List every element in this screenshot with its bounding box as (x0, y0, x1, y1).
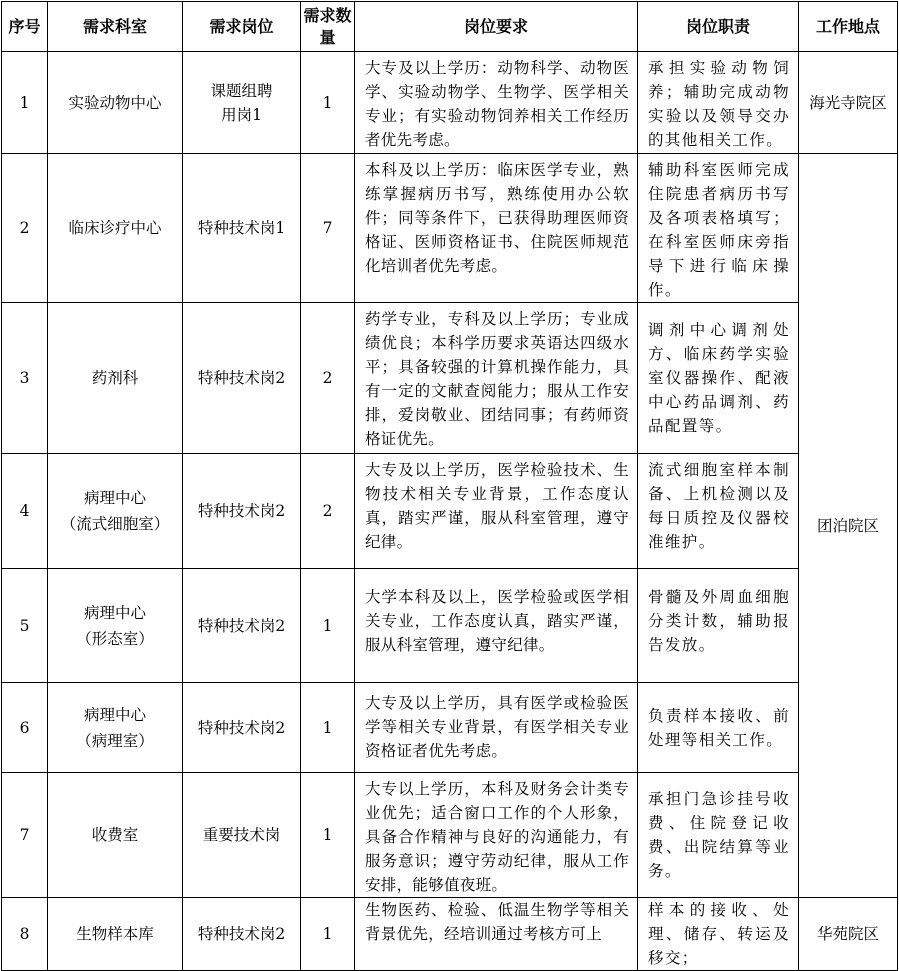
location-haiguangsi: 海光寺院区 (799, 52, 898, 154)
row-post: 课题组聘用岗1 (183, 52, 301, 154)
row-dept: 药剂科 (48, 303, 183, 454)
row-req: 本科及以上学历：临床医学专业，熟练掌握病历书写，熟练使用办公软件；同等条件下，已获得助理医师资格证、医师资格证书、住院医师规范化培训者优先考虑。 (355, 154, 638, 303)
row-dept-line1: 病理中心 (83, 705, 146, 724)
row-duty: 调剂中心调剂处方、临床药学实验室仪器操作、配液中心药品调剂、药品配置等。 (638, 303, 799, 454)
header-dept: 需求科室 (48, 2, 183, 52)
header-count: 需求数量 (301, 2, 355, 52)
row-dept-line2: （流式细胞室） (60, 515, 170, 533)
row-duty: 辅助科室医师完成住院患者病历书写及各项表格填写；在科室医师床旁指导下进行临床操作。 (638, 154, 799, 303)
row-count: 7 (301, 154, 355, 303)
row-req: 大专及以上学历，具有医学或检验医学等相关专业背景，有医学相关专业资格证者优先考虑。 (355, 683, 638, 773)
header-post: 需求岗位 (183, 2, 301, 52)
row-no: 2 (2, 154, 48, 303)
row-post: 特种技术岗2 (183, 898, 301, 971)
table-row (2, 303, 898, 454)
row-count: 1 (301, 773, 355, 898)
row-no: 6 (2, 683, 48, 773)
row-req: 大专及以上学历，医学检验技术、生物技术相关专业背景，工作态度认真，踏实严谨，服从科室管理，遵守纪律。 (355, 454, 638, 569)
header-no: 序号 (2, 2, 48, 52)
table-row (2, 154, 898, 303)
row-duty: 负责样本接收、前处理等相关工作。 (638, 683, 799, 773)
row-no: 8 (2, 898, 48, 971)
row-duty: 样本的接收、处理、储存、转运及移交； (638, 898, 799, 971)
row-dept (48, 683, 183, 773)
row-dept-line2: （形态室） (76, 629, 154, 648)
row-duty: 承担实验动物饲养；辅助完成动物实验以及领导交办的其他相关工作。 (638, 52, 799, 154)
table-row (2, 898, 898, 971)
row-dept: 收费室 (48, 773, 183, 898)
row-req: 大学本科及以上，医学检验或医学相关专业，工作态度认真，踏实严谨，服从科室管理，遵守纪律。 (355, 569, 638, 683)
row-req: 大专以上学历，本科及财务会计类专业优先；适合窗口工作的个人形象，具备合作精神与良好的沟通能力，有服务意识；遵守劳动纪律，服从工作安排，能够值夜班。 (355, 773, 638, 898)
row-req: 生物医药、检验、低温生物学等相关背景优先，经培训通过考核方可上 (355, 898, 638, 971)
row-dept (48, 569, 183, 683)
row-post: 特种技术岗2 (183, 683, 301, 773)
row-dept-line1: 病理中心 (83, 489, 146, 507)
row-post: 特种技术岗1 (183, 154, 301, 303)
row-no: 3 (2, 303, 48, 454)
header-req: 岗位要求 (355, 2, 638, 52)
row-count: 1 (301, 898, 355, 971)
row-post: 特种技术岗2 (183, 454, 301, 569)
header-loc: 工作地点 (799, 2, 898, 52)
row-dept-line1: 病理中心 (83, 603, 146, 622)
row-post: 重要技术岗 (183, 773, 301, 898)
header-duty: 岗位职责 (638, 2, 799, 52)
row-duty: 骨髓及外周血细胞分类计数，辅助报告发放。 (638, 569, 799, 683)
row-count: 1 (301, 569, 355, 683)
row-duty: 承担门急诊挂号收费、住院登记收费、出院结算等业务。 (638, 773, 799, 898)
row-no: 1 (2, 52, 48, 154)
row-no: 5 (2, 569, 48, 683)
location-tuanbo: 团泊院区 (799, 154, 898, 898)
row-dept-line2: （病理室） (76, 731, 154, 750)
row-dept (48, 454, 183, 569)
row-dept: 生物样本库 (48, 898, 183, 971)
table-row (2, 454, 898, 569)
table-row (2, 569, 898, 683)
row-count: 1 (301, 683, 355, 773)
row-count: 2 (301, 303, 355, 454)
recruitment-table (1, 1, 898, 971)
row-count: 1 (301, 52, 355, 154)
row-duty: 流式细胞室样本制备、上机检测以及每日质控及仪器校准维护。 (638, 454, 799, 569)
table-row (2, 683, 898, 773)
row-dept: 临床诊疗中心 (48, 154, 183, 303)
row-post: 特种技术岗2 (183, 303, 301, 454)
row-dept: 实验动物中心 (48, 52, 183, 154)
row-post: 特种技术岗2 (183, 569, 301, 683)
table-row (2, 52, 898, 154)
row-count: 2 (301, 454, 355, 569)
row-no: 7 (2, 773, 48, 898)
header-row (2, 2, 898, 52)
table-row (2, 773, 898, 898)
row-req: 大专及以上学历：动物科学、动物医学、实验动物学、生物学、医学相关专业；有实验动物饲养相关工作经历者优先考虑。 (355, 52, 638, 154)
row-req: 药学专业，专科及以上学历；专业成绩优良；本科学历要求英语达四级水平；具备较强的计算机操作能力，具有一定的文献查阅能力；服从工作安排，爱岗敬业、团结同事；有药师资格证优先。 (355, 303, 638, 454)
row-no: 4 (2, 454, 48, 569)
location-huayuan: 华苑院区 (799, 898, 898, 971)
